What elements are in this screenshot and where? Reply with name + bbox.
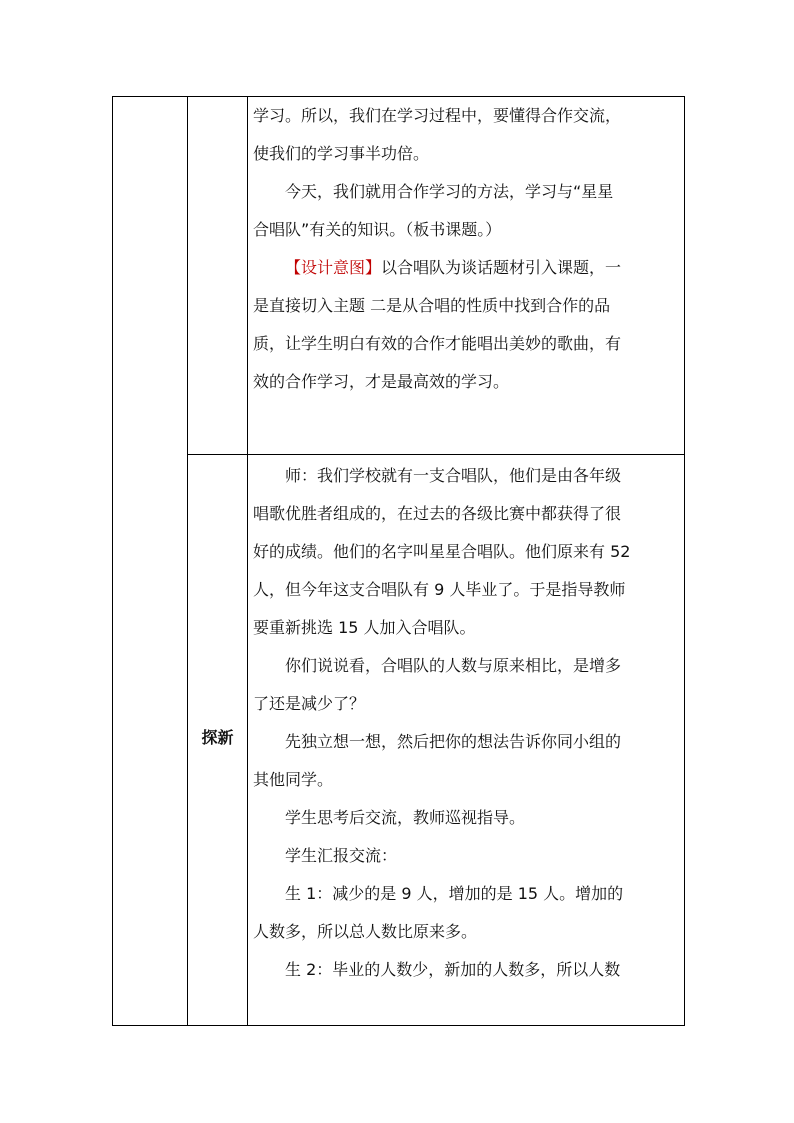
column-divider-2 — [247, 97, 248, 1025]
text-line: 师：我们学校就有一支合唱队，他们是由各年级 — [285, 466, 622, 485]
text-line: 人数多，所以总人数比原来多。 — [253, 922, 478, 941]
text-line: 学习。所以，我们在学习过程中，要懂得合作交流， — [253, 106, 622, 125]
content-explore — [253, 457, 681, 989]
text-line: 质，让学生明白有效的合作才能唱出美妙的歌曲，有 — [253, 334, 622, 353]
text-line: 要重新挑选 15 人加入合唱队。 — [253, 618, 476, 637]
design-intent-text: 以合唱队为谈话题材引入课题，一 — [381, 258, 622, 277]
text-line: 今天，我们就用合作学习的方法，学习与“星星 — [285, 182, 614, 201]
text-line: 唱歌优胜者组成的，在过去的各级比赛中都获得了很 — [253, 504, 622, 523]
text-line: 合唱队”有关的知识。（板书课题。） — [253, 220, 502, 239]
design-intent-label: 【设计意图】 — [285, 258, 382, 277]
text-line: 使我们的学习事半功倍。 — [253, 144, 430, 163]
text-line: 效的合作学习，才是最高效的学习。 — [253, 372, 510, 391]
content-top — [253, 97, 681, 401]
lesson-plan-table — [112, 96, 685, 1026]
text-line: 生 1：减少的是 9 人，增加的是 15 人。增加的 — [285, 884, 624, 903]
row-divider — [187, 454, 684, 455]
text-line: 人，但今年这支合唱队有 9 人毕业了。于是指导教师 — [253, 580, 626, 599]
text-line: 你们说说看，合唱队的人数与原来相比，是增多 — [285, 656, 622, 675]
text-line: 生 2：毕业的人数少，新加的人数多，所以人数 — [285, 960, 621, 979]
text-line: 了还是减少了？ — [253, 694, 366, 713]
text-line: 是直接切入主题 二是从合唱的性质中找到合作的品 — [253, 296, 611, 315]
stage-label-explore: 探新 — [201, 728, 234, 747]
column-divider-1 — [187, 97, 188, 1025]
text-line: 先独立想一想，然后把你的想法告诉你同小组的 — [285, 732, 622, 751]
text-line: 学生汇报交流： — [285, 846, 398, 865]
text-line: 好的成绩。他们的名字叫星星合唱队。他们原来有 52 — [253, 542, 631, 561]
text-line: 学生思考后交流，教师巡视指导。 — [285, 808, 526, 827]
text-line: 其他同学。 — [253, 770, 334, 789]
design-intent-line — [253, 249, 681, 287]
